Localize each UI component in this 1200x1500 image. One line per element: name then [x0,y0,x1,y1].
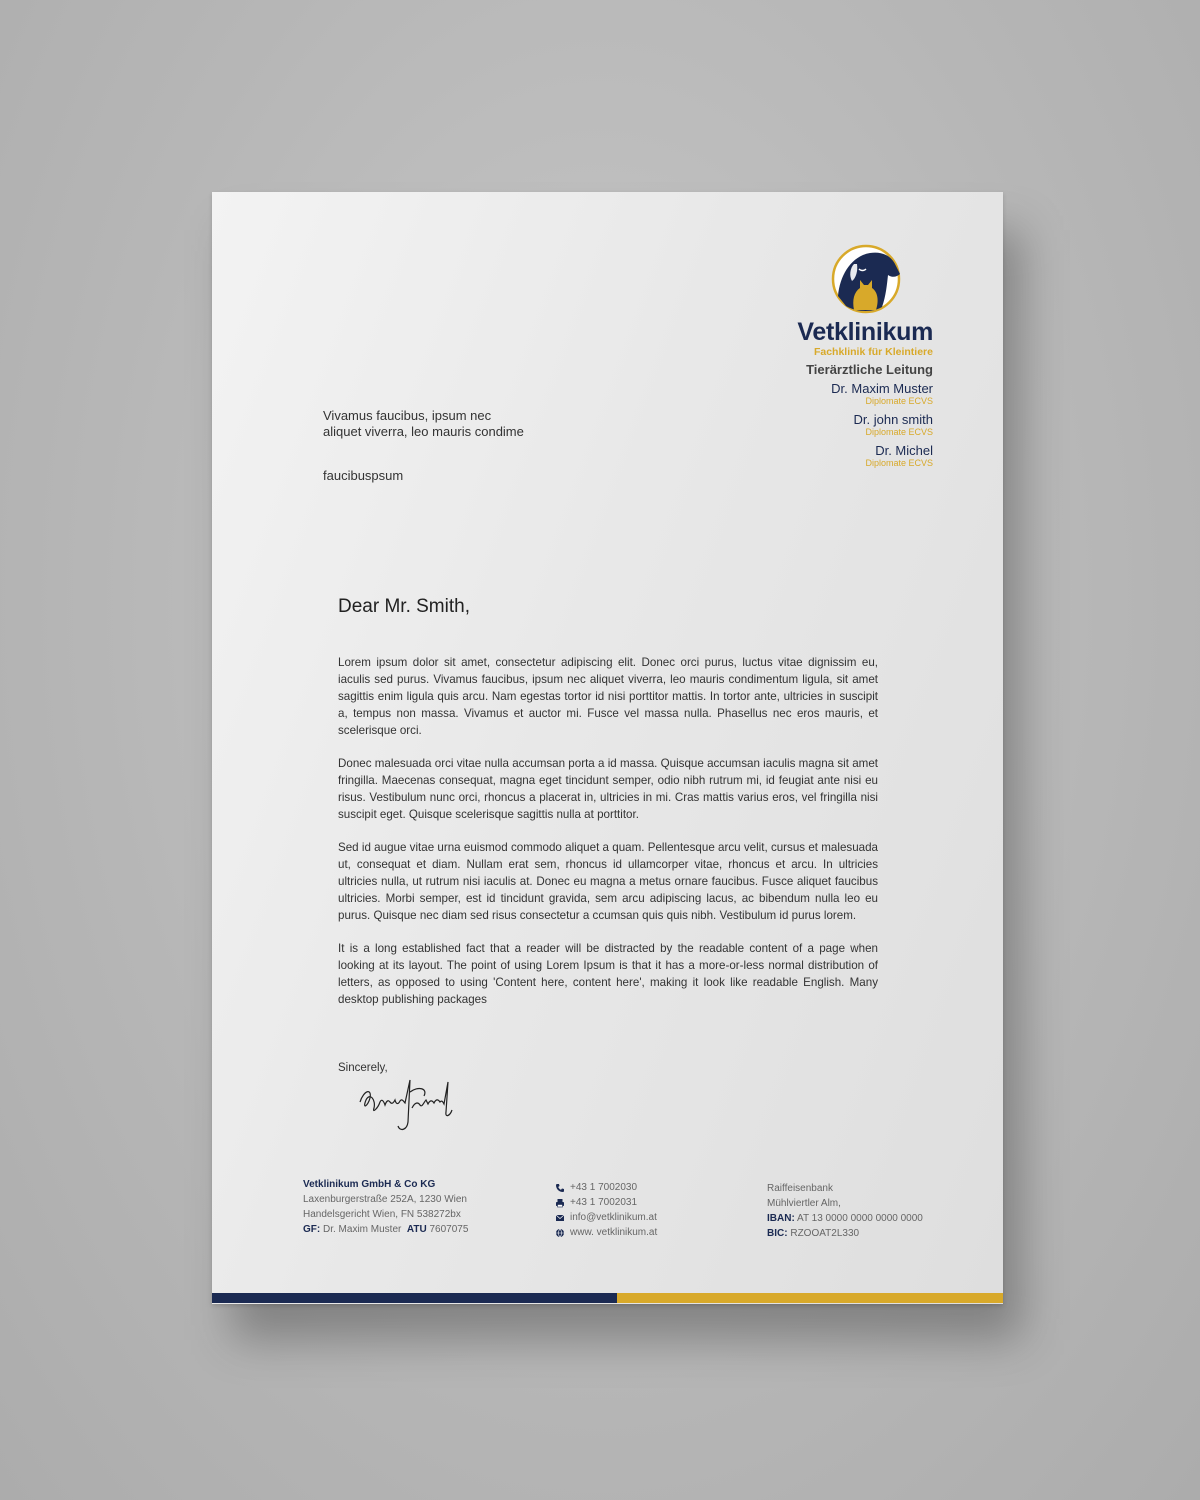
company-name: Vetklinikum GmbH & Co KG [303,1179,436,1190]
doctor-name: Dr. john smith [853,412,933,427]
doctor-diploma: Diplomate ECVS [865,458,933,468]
fax-icon [555,1198,565,1208]
letter-body [338,654,878,1024]
brand-block [797,318,933,358]
iban-label: IBAN: [767,1213,795,1224]
atu-label: ATU [406,1224,427,1235]
body-paragraph: Lorem ipsum dolor sit amet, consectetur adipiscing elit. Donec orci purus, luctus vitae dignissim eu, iaculis sed purus. Vivamus faucibus, ipsum nec aliquet viverra, leo mauris condimentum ligula, sit amet sagittis enim ligula quis arcu. Nam egestas tortor id nisi porttitor mattis. In tortor ante, ultricies in suscipit a, tempus non massa. Vivamus et auctor mi. Fusce vel massa nulla. Phasellus nec eros mauris, et scelerisque orci. [338,656,878,737]
company-address: Laxenburgerstraße 252A, 1230 Wien [303,1194,467,1205]
body-paragraph: Donec malesuada orci vitae nulla accumsan porta a id massa. Quisque accumsan iaculis magna sit amet fringilla. Maecenas consequat, magna eget tincidunt semper, odio nibh rutrum mi, id feugiat ante nisi eu risus. Vestibulum nunc orci, rhoncus a placerat in, ultricies in mi. Cras mattis varius eros, vel fringilla nisi suscipit eget. Quisque scelerisque sagittis nulla at porttitor. [338,757,878,821]
bank-name: Raiffeisenbank [767,1183,833,1194]
website-url[interactable]: www. vetklinikum.at [570,1227,658,1238]
envelope-icon [555,1213,565,1223]
email-row [555,1210,657,1225]
recipient-line: faucibuspsum [323,468,404,483]
doctor-entry [854,412,933,437]
doctor-entry [865,443,933,468]
gf-label: GF: [303,1224,321,1235]
salutation: Dear Mr. Smith, [338,596,470,617]
recipient-address [323,408,524,439]
gf-value: Dr. Maxim Muster [323,1224,402,1235]
dog-cat-logo-icon [830,244,940,324]
doctor-diploma: Diplomate ECVS [865,427,933,437]
fax-row [555,1195,657,1210]
doctor-entry [831,381,933,406]
closing: Sincerely, [338,1062,388,1074]
footer-bar-navy [212,1293,617,1303]
footer-contact [555,1180,657,1240]
doctor-name: Dr. Michel [875,443,933,458]
body-paragraph: Sed id augue vitae urna euismod commodo aliquet a quam. Pellentesque arcu velit, cursus et malesuada ut, consequat et diam. Nullam erat sem, rhoncus id ullamcorper vitae, rhoncus et arcu. In ultricies ultricies nulla, ut rutrum nisi iaculis at. Donec eu magna a metus ornare faucibus. Fusce aliquet faucibus ultricies. Morbi semper, est id tincidunt gravida, sem arcu adipiscing lacus, ac bibendum nulla leo eu purus. Quisque nec diam sed risus consectetur a ccumsan quis quis nibh. Vestibulum id purus lorem. [338,841,878,922]
recipient-line: Vivamus faucibus, ipsum nec [323,408,492,423]
fax-number: +43 1 7002031 [570,1197,638,1208]
company-gf-atu [303,1222,468,1237]
bic-value: RZOOAT2L330 [790,1228,860,1239]
brand-name: Vetklinikum [797,318,933,346]
bank-iban [767,1211,923,1226]
footer-bank [767,1181,923,1241]
letterhead-page [212,192,1003,1304]
doctor-name: Dr. Maxim Muster [831,381,933,396]
leadership-title: Tierärztliche Leitung [806,362,933,377]
recipient-line: aliquet viverra, leo mauris condime [323,423,524,439]
footer-bar-gold [617,1293,1003,1303]
brand-subtitle: Fachklinik für Kleintiere [813,346,933,358]
globe-icon [555,1228,565,1238]
phone-number: +43 1 7002030 [570,1182,638,1193]
bank-bic [767,1226,923,1241]
bank-branch: Mühlviertler Alm, [767,1198,841,1209]
phone-row [555,1180,657,1195]
phone-icon [555,1183,565,1193]
iban-value: AT 13 0000 0000 0000 0000 [797,1213,923,1224]
web-row [555,1225,657,1240]
bic-label: BIC: [767,1228,788,1239]
company-register: Handelsgericht Wien, FN 538272bx [303,1209,461,1220]
signature-image [352,1072,472,1147]
email-address[interactable]: info@vetklinikum.at [570,1212,657,1223]
doctor-diploma: Diplomate ECVS [865,396,933,406]
footer-company [303,1177,468,1237]
atu-value: 7607075 [429,1224,469,1235]
body-paragraph: It is a long established fact that a reader will be distracted by the readable content of a page when looking at its layout. The point of using Lorem Ipsum is that it has a more-or-less normal distribution of letters, as opposed to using 'Content here, content here', making it look like readable English. Many desktop publishing packages [338,942,878,1006]
